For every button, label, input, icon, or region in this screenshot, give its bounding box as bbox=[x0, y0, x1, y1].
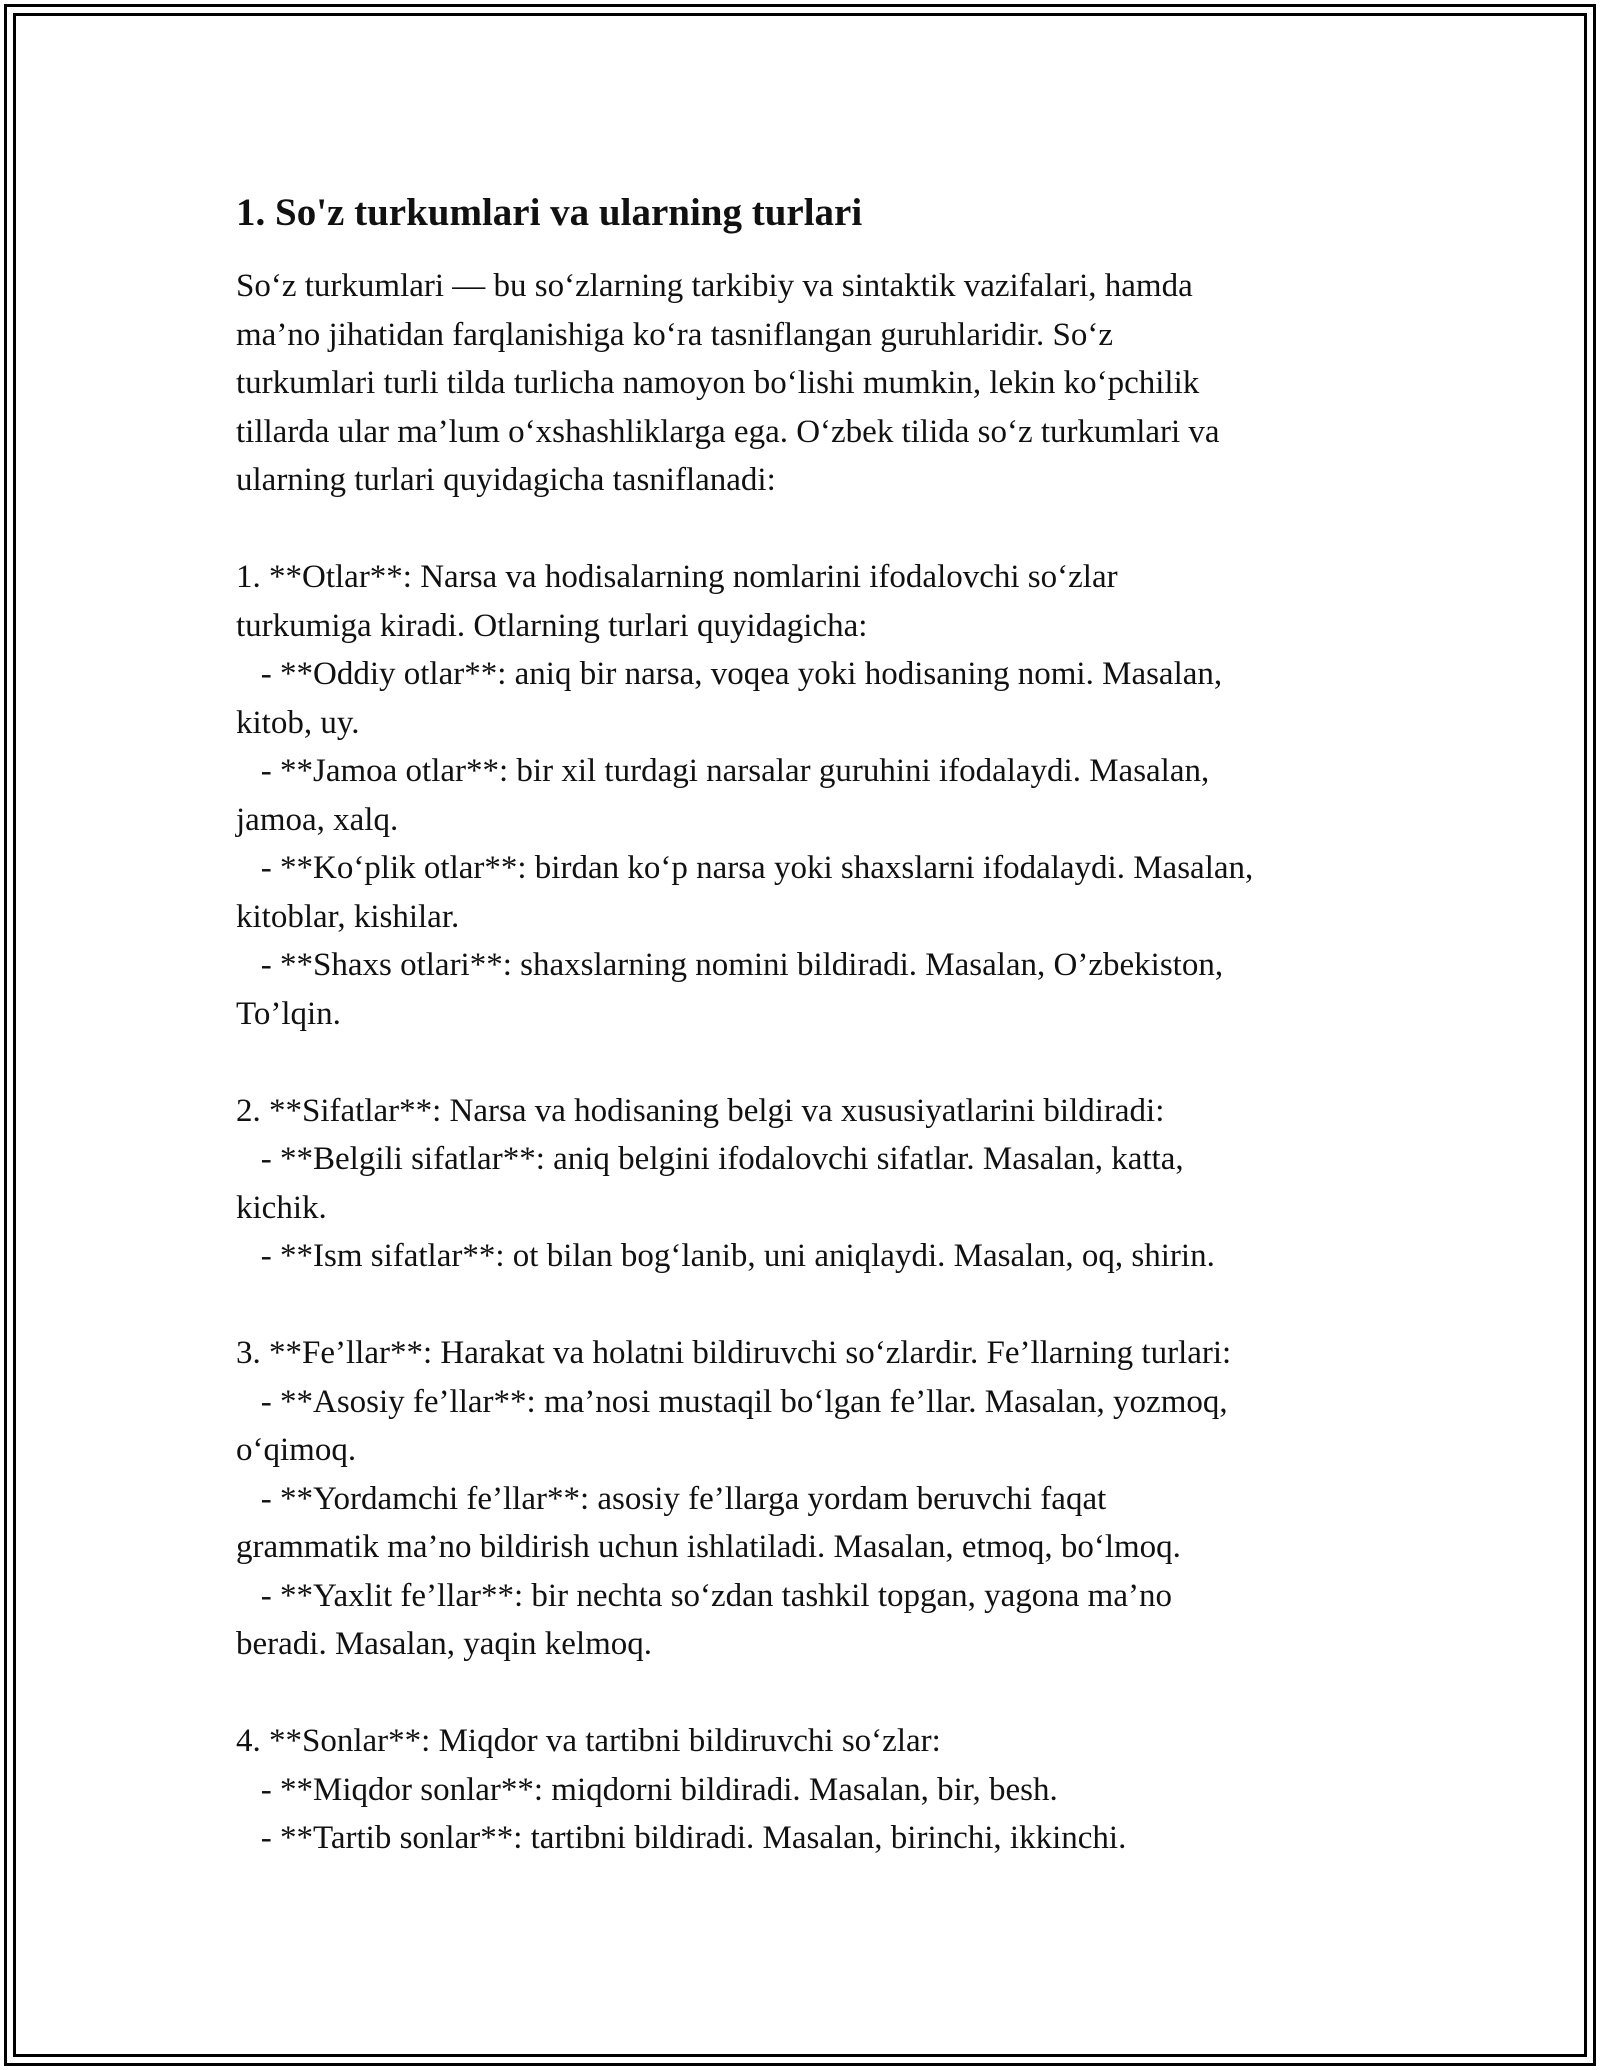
text-line: - **Oddiy otlar**: aniq bir narsa, voqea yoki hodisaning nomi. Masalan, bbox=[236, 656, 1223, 692]
text-line: So‘z turkumlari — bu so‘zlarning tarkibiy va sintaktik vazifalari, hamda bbox=[236, 268, 1193, 304]
text-line: 4. **Sonlar**: Miqdor va tartibni bildiruvchi so‘zlar: bbox=[236, 1723, 941, 1759]
text-line: ularning turlari quyidagicha tasniflanadi: bbox=[236, 462, 776, 498]
text-line: beradi. Masalan, yaqin kelmoq. bbox=[236, 1626, 653, 1662]
text-line: ma’no jihatidan farqlanishiga ko‘ra tasniflangan guruhlaridir. So‘z bbox=[236, 316, 1113, 353]
text-line: 3. **Fe’llar**: Harakat va holatni bildiruvchi so‘zlardir. Fe’llarning turlari: bbox=[236, 1335, 1232, 1371]
document-body bbox=[236, 186, 1376, 1863]
text-line: jamoa, xalq. bbox=[236, 801, 399, 838]
text-line: - **Ko‘plik otlar**: birdan ko‘p narsa yoki shaxslarni ifodalaydi. Masalan, bbox=[236, 850, 1254, 886]
document-text bbox=[236, 262, 1376, 1863]
text-line: 2. **Sifatlar**: Narsa va hodisaning belgi va xususiyatlarini bildiradi: bbox=[236, 1092, 1165, 1129]
blank-line bbox=[236, 1281, 1376, 1330]
text-line: - **Jamoa otlar**: bir xil turdagi narsalar guruhini ifodalaydi. Masalan, bbox=[236, 753, 1210, 789]
text-line: grammatik ma’no bildirish uchun ishlatiladi. Masalan, etmoq, bo‘lmoq. bbox=[236, 1529, 1181, 1565]
text-line: o‘qimoq. bbox=[236, 1432, 357, 1468]
text-line: - **Belgili sifatlar**: aniq belgini ifodalovchi sifatlar. Masalan, katta, bbox=[236, 1141, 1184, 1177]
text-line: tillarda ular ma’lum o‘xshashliklarga ega. O‘zbek tilida so‘z turkumlari va bbox=[236, 413, 1220, 450]
text-line: 1. **Otlar**: Narsa va hodisalarning nomlarini ifodalovchi so‘zlar bbox=[236, 559, 1118, 595]
text-line: turkumiga kiradi. Otlarning turlari quyidagicha: bbox=[236, 607, 868, 644]
blank-line bbox=[236, 1038, 1376, 1087]
text-line: - **Yordamchi fe’llar**: asosiy fe’llarga yordam beruvchi faqat bbox=[236, 1480, 1107, 1517]
blank-line bbox=[236, 1669, 1376, 1718]
text-line: - **Ism sifatlar**: ot bilan bog‘lanib, uni aniqlaydi. Masalan, oq, shirin. bbox=[236, 1238, 1215, 1274]
text-line: kitoblar, kishilar. bbox=[236, 898, 460, 935]
document-title: 1. So'z turkumlari va ularning turlari bbox=[236, 191, 863, 234]
blank-line bbox=[236, 505, 1376, 554]
text-line: - **Miqdor sonlar**: miqdorni bildiradi. Masalan, bir, besh. bbox=[236, 1771, 1058, 1808]
text-line: - **Tartib sonlar**: tartibni bildiradi. Masalan, birinchi, ikkinchi. bbox=[236, 1820, 1127, 1856]
text-line: - **Shaxs otlari**: shaxslarning nomini bildiradi. Masalan, O’zbekiston, bbox=[236, 947, 1224, 983]
text-line: - **Asosiy fe’llar**: ma’nosi mustaqil bo‘lgan fe’llar. Masalan, yozmoq, bbox=[236, 1383, 1228, 1420]
text-line: turkumlari turli tilda turlicha namoyon bo‘lishi mumkin, lekin ko‘pchilik bbox=[236, 365, 1200, 401]
text-line: To’lqin. bbox=[236, 995, 341, 1032]
text-line: - **Yaxlit fe’llar**: bir nechta so‘zdan tashkil topgan, yagona ma’no bbox=[236, 1577, 1172, 1614]
text-line: kitob, uy. bbox=[236, 704, 360, 741]
text-line: kichik. bbox=[236, 1189, 327, 1226]
